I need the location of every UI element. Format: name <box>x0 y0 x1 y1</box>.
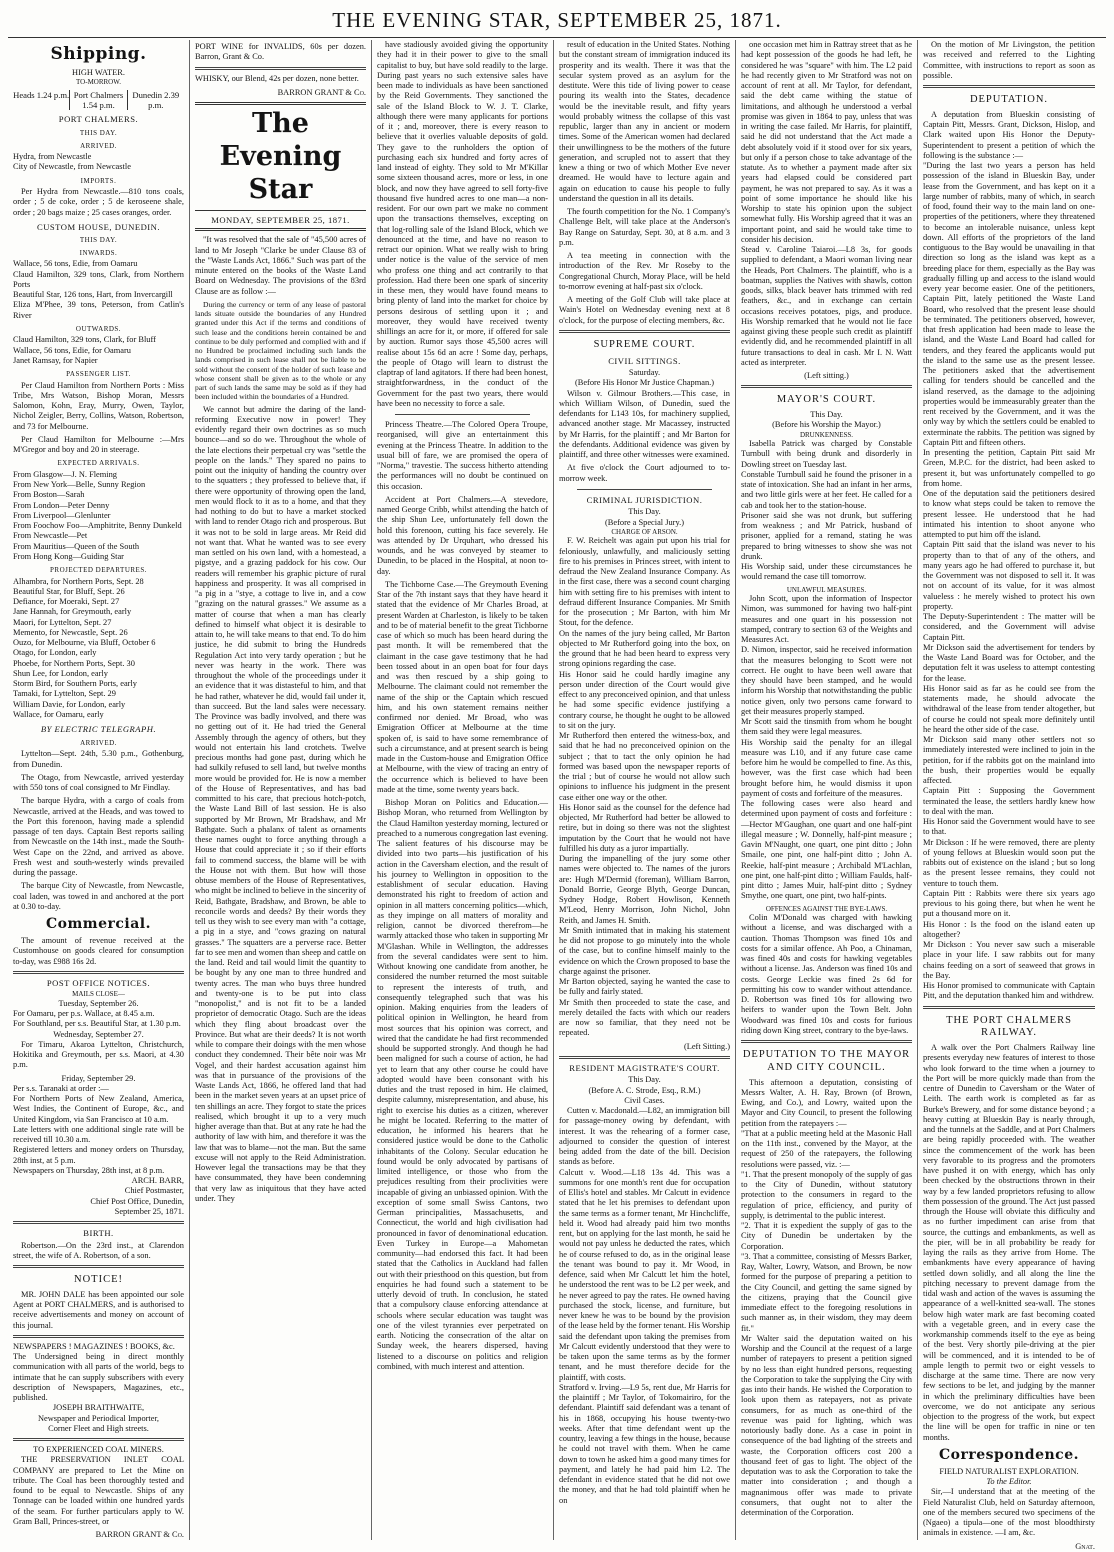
deputation-mayor-heading: DEPUTATION TO THE MAYOR AND CITY COUNCIL. <box>742 1049 911 1073</box>
this-day-label: THIS DAY. <box>79 128 118 137</box>
newspapers-ad: NEWSPAPERS ! MAGAZINES ! BOOKS, &c. The Undersigned being in direct monthly communication with all parts of the world, begs to intimate that he can supply subscribers with every description of Newspapers, Magazines, etc., published. <box>13 1341 184 1403</box>
divider <box>13 1335 184 1338</box>
left-sitting-label-2: (Left sitting.) <box>804 371 849 380</box>
tichborne-item: The Tichborne Case.—The Greymouth Evening Star of the 7th instant says that they have heard it stated that the evidence of Mr Charles Broad, at present Warden at Charleston, is likely to be taken and to be of material benefit to the great Tichborne case of which so much has been heard during the past month. It will be remembered that the claimant in the case gave testimony that he had been tossed about in an open boat for four days and was then rescued by a ship going to Melbourne. The claimant could not remember the name of the ship or the Captain which rescued him, and his own statement remains neither confirmed nor denied. Mr Broad, who was Emigration Officer at Melbourne at the time spoken of, is said to have some remembrance of such a circumstance, and at present search is being made in the Custom-house and Emigration Office at Melbourne, with the view of tracing an entry of the occurrence which is believed to have been made at the time, some twenty years back. <box>377 579 548 794</box>
braithwaite-signature: JOSEPH BRAITHWAITE, Newspaper and Periodical Importer, Corner Fleet and High streets. <box>37 1403 160 1433</box>
birth-text: Robertson.—On the 23rd inst., at Clarendon street, the wife of A. Robertson, of a son. <box>13 1240 184 1260</box>
post-text-2: For Timaru, Akaroa Lyttelton, Christchurch, Hokitika and Greymouth, per s.s. Maori, at 4.30 p.m. <box>13 1039 184 1070</box>
post-tuesday: Tuesday, September 26. <box>58 998 139 1008</box>
inwards-text: Wallace, 56 tons, Edie, from Oamaru Claud Hamilton, 329 tons, Clark, from Northern Ports Beautiful Star, 126 tons, Hart, from Invercargill Eliza M'Phee, 39 tons, Peterson, from Catlin's River <box>13 259 184 320</box>
expected-arrivals-label: EXPECTED ARRIVALS. <box>57 459 140 468</box>
bye-laws-text: Colin M'Donald was charged with hawking without a license, and was discharged with a caution. Thomas Thompson was fined 10s and costs for a similar offence. Ah Poo, a Chinaman, was fined 40s and costs for hawking vegetables without a license. Jas. Anderson was fined 10s and costs. George Leckie was fined 2s 6d for permitting his cow to wander without attendance. D. Robertson was fined 10s for allowing two heifers to wander upon the Town Belt. John Woodward was fined 10s and costs for furious riding down King street, contrary to the bye-laws. <box>741 913 912 1035</box>
field-naturalist-heading: FIELD NATURALIST EXPLORATION. <box>939 1466 1079 1476</box>
passenger-text-1: Per Claud Hamilton from Northern Ports : Miss Tribe, Mrs Watson, Bishop Moran, Messrs Salomon, Kohn, Eray, Murry, Owen, Taylor, Nichol Zeigler, Berry, Collins, Watson, Robertson, and 73 for Melbourne. <box>13 380 184 431</box>
this-day-label-5: This Day. <box>810 410 843 420</box>
post-office-heading: POST OFFICE NOTICES. <box>46 977 151 988</box>
deputation-text: A deputation from Blueskin consisting of Captain Pitt, Messrs. Grant, Dickson, Hislop, and Clark waited upon His Honor the Deputy-Superintendent to present a petition of which the following is the substance :— "During the last two years a person has held possession of the island in Blueskin Bay, under lease from the Government, and has kept on it a large number of rabbits, many of which, in search of food, found their way to the main land on one-properties of the petitioners, where they threatened to become an intolerable nuisance, unless kept down. All efforts of the proprietors of the land contiguous to the Bay would be unavailing in that direction so long as the island was kept as a breeding place for them, especially as the Bay was gradually filling up and access to the island would every year become easier. One of the petitioners, Captain Pitt, lately petitioned the Waste Land Board, who resolved that the present lease should be terminated. The petitioners observed, however, that fresh application had been made to lease the island, and the Waste Land Board had called for tenders, and they feared the applicants would put the island to the same use as the present lessee. The petitioners asked that the advertisement calling for tenders should be cancelled and the island reserved, as the damage to the adjoining properties would be immeasurably greater than the rent received by the Government, and it was the only way by which the settlers could be enabled to exterminate the rabbits. The petition was signed by Captain Pitt and fifteen others. In presenting the petition, Captain Pitt said Mr Green, M.P.C. for the district, had been asked to present it, but was unfortunately compelled to go from home. One of the deputation said the petitioners desired to know what steps could be taken to remove the present lessee. He understood that he had intimated his intention to shoot anyone who attempted to put him off the island. Captain Pitt said that the island was never to his property than to that of any of the others, and many years ago he had offered to purchase it, but the Government was not disposed to sell it. It was not on account of its value, for it was almost valueless : he merely wished to protect his own property. The Deputy-Superintendent : The matter will be considered, and the Government will advise Captain Pitt. Mr Dickson said the advertisement for tenders by the Waste Land Board was for October, and the deputation felt it was useless to attempt contesting for the lease. His Honor said as far as he could see from the statements made, he should advocate the withdrawal of the lease from tender altogether, but of course he could not speak more definitely until he heard the other side of the case. Mr Dickson said many other settlers not so immediately interested were inclined to join in the petition, for if the rabbits got on the mainland into the bush, their properties would be equally affected. Captain Pitt : Supposing the Government terminated the lease, the settlers hardly knew how to deal with the man. His Honor said the Government would have to see to that. Mr Dickson : If he were removed, there are plenty of young fellows at Blueskin would soon put the rabbits out of existence on the island ; but so long as the present lessee remains, they could not venture to touch them. Captain Pitt : Rabbits were there six years ago previous to his going there, but when he went he put a thousand more on it. His Honor : Is the food on the island eaten up altogether? Mr Dickson : You never saw such a miserable place in your life. I saw rabbits out for many chains feeding on a sort of seaweed that grows in the Bay. His Honor promised to communicate with Captain Pitt, and the deputation thanked him and withdrew. <box>923 109 1095 1001</box>
shipping-heading: Shipping. <box>50 44 147 64</box>
custom-house-heading: CUSTOM HOUSE, DUNEDIN. <box>36 221 161 232</box>
divider <box>559 1056 730 1059</box>
criminal-jurisdiction-heading: CRIMINAL JURISDICTION. <box>586 494 703 505</box>
arrived-text-2: Lyttelton—Sept. 24th, 5.30 p.m., Gothenburg, from Dunedin. <box>13 749 184 769</box>
tide-table <box>13 90 184 111</box>
outwards-label: OUTWARDS. <box>75 324 122 333</box>
divider <box>195 67 366 70</box>
tide-heads: Heads 1.24 p.m. <box>13 89 70 100</box>
column-6 <box>918 40 1100 1551</box>
col4-paragraph-2: The fourth competition for the No. 1 Company's Challenge Belt, will take place at the Anderson's Bay Range on Saturday, Sept. 30, at 8 a.m. and 3 p.m. <box>559 207 730 247</box>
divider <box>577 489 712 490</box>
arrived-text: Hydra, from Newcastle City of Newcastle, from Newcastle <box>13 152 131 172</box>
post-friday: Friday, September 29. <box>61 1073 136 1083</box>
clause-83-text: During the currency or term of any lease of pastoral lands situate outside the boundaries of any Hundred granted under this Act if the terms and conditions of such lease and the conditions herein contained be and continue to be duly performed and complied with and if no Hundred be proclaimed including such lands the lands comprised in such lease shall not be liable to be sold without the consent of the holder of such lease and whose consent shall be given as to the whole or any part of such lands the same may be sold as if they had been included within the boundaries of a Hundred. <box>195 299 366 402</box>
before-mayor: (Before his Worship the Mayor.) <box>772 420 881 430</box>
accident-item: Accident at Port Chalmers.—A stevedore, named George Cribb, whilst attending the hatch of the ship Shun Lee, unfortunately fell down the hold this forenoon, cutting his face severely. He was attended by Dr Urquhart, who dressed his wounds, and he was conveyed by steamer to Dunedin, to be placed in the Hospital, at noon to-day. <box>377 494 548 576</box>
deputation-mayor-text: This afternoon a deputation, consisting of Messrs Walter, A. H. Ray, Brown (of Brown, Ewing, and Co.), and Lowry, waited upon the Mayor and City Council, to present the following petition from the ratepayers :— "That at a public meeting held at the Masonic Hall on the 11th inst., convened by the Mayor, at the request of 250 of the ratepayers, the following resolutions were passed, viz. :— "1. That the present monopoly of the supply of gas to the City of Dunedin, without statutory protection to the consumers in regard to the regulation of price, efficiency, and purity of supply, is detrimental to the public interest. "2. That it is expedient the supply of gas to the City of Dunedin be undertaken by the Corporation. "3. That a committee, consisting of Messrs Barker, Ray, Walter, Lowry, Watson, and Brown, be now formed for the purpose of preparing a petition to the City Council, and getting the same signed by the citizens, praying that the Council give immediate effect to the foregoing resolutions in such manner as, in their wisdom, they may deem fit." Mr Walter said the deputation waited on his Worship and the Council at the request of a large number of ratepayers to present a petition signed by no less than eight hundred persons, requesting the Corporation to take the supplying the City with gas into their hands. He wished the Corporation to look upon them as ratepayers, not as private consumers, for as much as one-third of the revenue was paid for lighting, which was notoriously badly done. As a case in point in consequence of the bad lighting of the streets and waste, the Corporation officers cost 200 a thousand feet of gas to light. The object of the deputation was to ask the Corporation to take the matter into consideration ; and though a magnanimous offer was made to private consumers, that ought not to alter the determination of the Corporation. <box>741 1077 912 1518</box>
port-chalmers-heading: PORT CHALMERS. <box>58 114 139 125</box>
saturday-label: Saturday. <box>628 368 661 378</box>
commercial-heading: Commercial. <box>46 916 151 932</box>
commercial-text: The amount of revenue received at the Customhouse on goods cleared for consumption to-day, was £988 16s 2d. <box>13 936 184 966</box>
columns <box>8 40 1106 1551</box>
arrived-label-2: ARRIVED. <box>80 738 117 747</box>
paper-dateline: MONDAY, SEPTEMBER 25, 1871. <box>195 213 366 231</box>
left-sitting-label: (Left Sitting.) <box>683 1041 730 1051</box>
divider <box>923 85 1095 88</box>
telegraph-heading: BY ELECTRIC TELEGRAPH. <box>40 724 157 735</box>
divider <box>741 385 912 388</box>
this-day-label-2: THIS DAY. <box>79 236 118 245</box>
page-masthead: THE EVENING STAR, SEPTEMBER 25, 1871. <box>8 6 1106 38</box>
column-5 <box>736 40 918 1540</box>
tide-port-chalmers: Port Chalmers 1.54 p.m. <box>69 90 127 111</box>
supreme-court-heading: SUPREME COURT. <box>593 338 696 350</box>
letter-text: Sir,—I understand that at the meeting of the Field Naturalist Club, held on Saturday afternoon, one of the members secured two specimens of the (Ngaeo) a tipula—one of the most bloodthirsty animals in existence. —I am, &c. <box>923 1487 1095 1538</box>
birth-heading: BIRTH. <box>83 1228 114 1239</box>
column-2 <box>190 40 372 1540</box>
deputation-heading: DEPUTATION. <box>969 94 1049 105</box>
civil-cases-label: Civil Cases. <box>624 1095 665 1105</box>
col4-paragraph-3: A tea meeting in connection with the introduction of the Rev. Mr Roseby to the Congregational Church, Moray Place, will be held to-morrow evening at half-past six o'clock. <box>559 251 730 291</box>
whisky-signature: BARRON GRANT & Co. <box>277 87 366 97</box>
arson-case: F. W. Reichelt was again put upon his trial for feloniously, unlawfully, and maliciously setting fire to his premises in Princes street, with intent to defraud the New Zealand Insurance Company. As in the first case, there was a second count charging him with setting fire to his premises with intent to defraud different Insurance Companies. Mr Smith for the prosecution ; Mr Barton, with him Mr Stout, for the defence. On the names of the jury being called, Mr Barton objected to Mr Rutherford going into the box, on the ground that he had been heard to express very strong opinions regarding the case. His Honor said he could hardly imagine any person under direction of the Court would give effect to any preconceived opinion, and that unless he had some specific evidence justifying a contrary course, he thought he ought to be allowed to sit on the jury. Mr Rutherford then entered the witness-box, and said that he had no preconceived opinion on the subject ; that to tact the only opinion he had formed was based upon the newspaper reports of the trial ; but of course he would not allow such opinions to influence his judgment in the present case either one way or the other. His Honor said as the counsel for the defence had objected, Mr Rutherford had better be allowed to retire, but in doing so there was not the slightest imputation by the Court that he would not have fulfilled his duty as a juror impartially. During the impanelling of the jury some other names were objected to. The names of the jurors are: Hugh M'Dermid (foreman), William Barron, Donald Borrie, George Blyth, George Duncan, Sydney Hodge, Robert Howlison, Kenneth M'Leod, Henry Morrison, John Nichol, John Reith, and James H. Smith. Mr Smith intimated that in making his statement he did not propose to go minutely into the whole of the case, but to confine himself mainly to the evidence on which the Crown proposed to base the charge against the prisoner. Mr Barton objected, saying he wanted the case to be fully and fairly stated. Mr Smith then proceeded to state the case, and merely detailed the facts with which our readers are now so familiar, that they need not be repeated. <box>559 536 730 1038</box>
civil-sittings-label: CIVIL SITTINGS. <box>608 355 681 366</box>
drunkenness-text: Isabella Patrick was charged by Constable Turnbull with being drunk and disorderly in Dowling street on Tuesday last. Constable Turnbull said he found the prisoner in a state of intoxication. She had an infant in her arms, and two little girls were at her feet. He called for a cab and took her to the station-house. Prisoner said she was not drunk, but suffering from weakness ; and Mr Patrick, husband of prisoner, applied for a remand, stating he was prepared to bring witnesses to show she was not drunk. His Worship said, under these circumstances he would remand the case till tomorrow. <box>741 439 912 582</box>
post-wednesday: Wednesday, September 27. <box>53 1029 144 1039</box>
wilson-case: Wilson v. Gilmour Brothers.—This case, in which William Wilson, of Dunedin, sued the defendants for L143 10s, for machinery supplied, advanced another stage. Mr Macassey, instructed by Mr Harris, for the plaintiff ; and Mr Barton for the defendants. Additional evidence was given by plaintiff, and three other witnesses were examined. <box>559 388 730 460</box>
imports-label: IMPORTS. <box>80 176 117 185</box>
letter-signature: Gnat. <box>1075 1541 1095 1551</box>
adjourn-text: At five o'clock the Court adjourned to to-morrow week. <box>559 463 730 483</box>
passenger-list-label: PASSENGER LIST. <box>66 370 131 379</box>
whisky-ad: WHISKY, our Blend, 42s per dozen, none better. <box>195 73 359 83</box>
arrived-label: ARRIVED. <box>80 141 117 150</box>
otago-text: The Otago, from Newcastle, arrived yesterday with 550 tons of coal consigned to Mr Findlay. <box>13 772 184 792</box>
tide-dunedin: Dunedin 2.39 p.m. <box>132 89 180 110</box>
mayors-court-heading: MAYOR'S COURT. <box>776 394 877 406</box>
hydra-text: The barque Hydra, with a cargo of coals from Newcastle, arrived at the Heads, and was towed to the Port this forenoon, having made a splendid passage of ten days. Captain Best reports sailing from Newcastle on the 14th inst., made the South-West Cape on the 22nd, and arrived as above. Fresh west and south-westerly winds prevailed during the passage. <box>13 796 184 877</box>
expected-arrivals-text: From Glasgow—J. N. Fleming From New York—Belle, Sunny Region From Boston—Sarah From London—Peter Denny From Liverpool—Glenlunter From Foochow Foo—Amphitrite, Benny Dunkeld From Newcastle—Pet From Mauritius—Queen of the South From Hong Kong—Guiding Star <box>13 469 182 561</box>
post-text-1: For Oamaru, per p.s. Wallace, at 8.45 a.m. For Southland, per s.s. Beautiful Star, at 1.30 p.m. <box>13 1009 181 1029</box>
divider <box>13 971 184 974</box>
bye-laws-label: OFFENCES AGAINST THE BYE-LAWS. <box>765 904 888 913</box>
divider <box>395 414 530 415</box>
leader-paragraph-2: We cannot but admire the daring of the land-reforming Executive now in power! They evidently regard their own doctrines as so much bounce—and so do we. Throughout the whole of the late elections their perpetual cry was "settle the people on the lands." They spared no pains to point out the iniquity of handing the country over to the squatters ; they professed to believe that, if there were opportunity of throwing open the land, men would flock to it as to a home, and that they had nothing to do but to have a market stocked with land to render Otago rich and prosperous. But it was not to be sold in large areas. Mr Reid did not want that. What he wanted was to see every man settled on his own land, with a homestead, a pigstye, and a grazing paddock for his cow. Our readers will remember his graphic picture of rural happiness and prosperity. It was all comprised in "a pig in a "stye, a cottage to live in, and a cow "grazing on the natural grasses." We assume as a matter of course that when a man has clearly defined to himself what object it is desirable to attain to, he will take means to that end. To do him justice, he did submit to bring the Hundreds Regulation Act into very tardy operation ; but he never was hearty in the work. There was throughout the whole of the proceedings under it an evidence that it was distasteful to him, and that he had rather, whatever he did, would fail under it, than succeed. But the land sales were necessary. The Province was badly involved, and there was no getting out of it. He had tried the General Assembly through the agency of others, but they would not entertain his land crotchets. Twelve precious months had gone past, during which he had sulkily refused to sell land, but twelve months more would be provided for. He is now a member of the House of Representatives, and has bad committed to his care, that precious hotch-potch, the Waste Land Bill of last session. He is also supported by Mr Brown, Mr Bradshaw, and Mr Bathgate. Such a phalanx of talent as ornaments these names ought to force anything through a House that could appreciate it ; so if their efforts fail to commend success, the blame will be with the House not with them. But how will those obtuse members of the House of Representatives, who might be inclined to believe in the sincerity of Reid, Bathgate, Bradshaw, and Brown, be able to reconcile words and deeds? By their words they tell us they wish to see every man with "a cottage, a pig in a stye, and "cows grazing on natural grasses." The squatters are a perverse race. Better far to see men and women than sheep and cattle on the land. Reid and tail would limit the quantity to be bought by any one man to three hundred and twenty acres. The man who buys three hundred and twenty-one is to be put into class "monopolist," and is not fit to be a landed proprietor of democratic Otago. Such are the ideas which they fling about broadcast over the Province. But what are their deeds? It is not worth while to compare their doings with the men whose conduct they condemned. Their bête noir was Mr Vogel, and their hardest accusation against him was that in pursuance of the provisions of the Waste Lands Act, 1866, he offered land that had been in the market seven years at an upset price of ten shillings an acre. They forgot to state the prices realised, which brought it up to a very much higher average than that. But at any rate he had the authority of law with him, and therefore it was the law that was to blame—not the man. But the same excuse will not apply to the Reid Administration. However legal the transactions may be that they have consummated, they have been condemning that very law as iniquitous that they have acted under. They <box>195 404 366 1203</box>
divider <box>13 1221 184 1224</box>
imports-text: Per Hydra from Newcastle.—810 tons coals, order ; 5 de coke, order ; 5 de keroseene shale, order ; 20 bags maize ; 25 cases oranges, order. <box>13 187 184 217</box>
mails-close-label: MAILS CLOSE— <box>72 990 125 999</box>
bishop-moran-item: Bishop Moran on Politics and Education.—Bishop Moran, who returned from Wellington by the Claud Hamilton yesterday morning, lectured or preached to a numerous congregation last evening. The salient features of his discourse may be divided into two parts—his justification of his action in the Caversham election, and the result of his journey to Wellington in opposition to the establishment of secular education. Having demonstrated his right to freedom of action and opinion in all matters concerning politics—which, as they impinge on all matters of morality and religion, cannot be divorced therefrom—he warmly attacked those who taken in supporting Mr M'Glashan. While in Wellington, the addresses from the several candidates were sent to him. Without knowing one candidate from another, he considered the number returned the most suitable to represent the interests of truth, and consequently telegraphed such that was his opinion. Making enquiries from the leaders of political opinion in Wellington, he heard from most sources that his opinion was correct, and wired that the candidate he had first recommended should be supported strongly. And though he had been maligned for such a course of action, he had yet to learn that any other course he could have adopted would have been consonant with his duties and the trust reposed in him. He claimed, despite calumny, misrepresentation, and abuse, his right to exercise his duties as a citizen, wherever he might be located. Referring to the matter of education, he informed his hearers that he considered justice would be done to the Catholic inhabitants of the Colony. Secular education he found would be only advocated by partisans of limited intelligence, or those who from the prejudices resulting from their proclivities were incapable of giving an unbiassed opinion. With the exception of some small Swiss Cantons, two German principalities, Massachusetts, and Connecticut, the world and high civilisation had pronounced in favor of denominational education. Even Turkey in Europe—a Mahometan community—had endorsed this fact. It had been stated that the Catholics in Auckland had fallen out with their priesthood on this question, but from enquiries he had found such a statement to be utterly devoid of truth. In conclusion, he stated that a compulsory clause enforcing attendance at schools where secular education was taught was one of the vilest tyrannies ever perpetrated on earth. Noticing the consecration of the altar on Sunday week, the hearers dispersed, having listened to a discourse on politics and religion combined, with much interest and attention. <box>377 798 548 1371</box>
divider <box>13 1438 184 1441</box>
tomorrow-label: TO-MORROW. <box>76 77 121 86</box>
railway-heading: THE PORT CHALMERS RAILWAY. <box>946 1014 1072 1039</box>
outwards-text: Claud Hamilton, 329 tons, Clark, for Bluff Wallace, 56 tons, Edie, for Oamaru Janet Ramsay, for Napier <box>13 335 156 365</box>
to-editor-label: To the Editor. <box>986 1477 1032 1487</box>
passenger-text-2: Per Claud Hamilton for Melbourne :—Mrs M'Gregor and boy and 20 in steerage. <box>13 434 184 455</box>
column-3 <box>372 40 554 1540</box>
notice-text: MR. JOHN DALE has been appointed our sole Agent at PORT CHALMERS, and is authorised to receive advertisements and money on account of this journal. <box>13 1289 184 1330</box>
unlawful-measures-text: John Scott, upon the information of Inspector Nimon, was summoned for having two half-pint measures and one quart in his possession not stamped, contrary to section 63 of the Weights and Measures Act. D. Nimon, inspector, said he received information that the measures belonging to Scott were not correct. He ought to have been well aware that they should have been stamped, and he would inform his Worship that notwithstanding the public notice given, only two persons came forward to get their measures properly stamped. Mr Scott said the tinsmith from whom he bought them said they were legal measures. His Worship said the penalty for an illegal measure was L10, and if any future case came before him he would be compelled to fine. As this, however, was the first case which had been brought before him, he would dismiss it upon payment of costs and forfeiture of the measures. The following cases were also heard and determined upon payment of costs and forfeiture :—Hector M'Gaughan, one quart and one half-pint illegal measure ; W. Donnelly, half-pint measure ; Gavin M'Naught, one quart, one pint ditto ; John Smaile, one pint, one half-pint ditto ; John A. Reekie, half-pint measure ; Archibald M'Lachlan, one pint, one half-pint ditto ; William Faulds, half-pint ditto ; James Muir, half-pint ditto ; Sydney Smythe, one quart, one pint, two half-pints. <box>741 594 912 901</box>
post-signature: ARCH. BARR, Chief Postmaster, Chief Post Office, Dunedin, September 25, 1871. <box>90 1176 184 1216</box>
col4-paragraph-4: A meeting of the Golf Club will take place at Wain's Hotel on Wednesday evening next at 8 o'clock, for the purpose of electing members, &c. <box>559 295 730 325</box>
unlawful-measures-label: UNLAWFUL MEASURES. <box>786 585 867 594</box>
projected-departures-text: Alhambra, for Northern Ports, Sept. 28 Beautiful Star, for Bluff, Sept. 26 Defiance, for Moeraki, Sept. 27 Jane Hannah, for Greymouth, early Maori, for Lyttelton, Sept. 27 Memento, for Newcastle, Sept. 26 Ouzo, for Melbourne, via Bluff, October 6 Otago, for London, early Phoebe, for Northern Ports, Sept. 30 Shun Lee, for London, early Storm Bird, for Southern Ports, early Tamaki, for Lyttelton, Sept. 29 William Davie, for London, early Wallace, for Oamaru, early <box>13 576 156 719</box>
column-4 <box>554 40 736 1540</box>
projected-departures-label: PROJECTED DEPARTURES. <box>50 566 147 575</box>
resident-magistrate-heading: RESIDENT MAGISTRATE'S COURT. <box>569 1062 720 1073</box>
high-water-heading: HIGH WATER. <box>72 67 125 77</box>
coal-signature: BARRON GRANT & Co. <box>95 1530 184 1540</box>
leader-paragraph-3: have stadiously avoided giving the opportunity they had it in their power to give to the small capitalist to buy, but have sold readily to the large. During past years no such extensive sales have been made to individuals as have been sanctioned by the Reid Governments. They sanctioned the sale of the Island Block to W. J. T. Clarke, although there were many applicants for portions of it ; and, moreover, there is every reason to believe that it overlies valuable deposits of gold. They gave to the runholders the option of purchasing each six hundred and forty acres of land instead of eighty. They sold to Mr M'Killar some sixteen thousand acres, more or less, in one block, and now they have agreed to sell forty-five thousand five hundred acres to one man—a non-resident. For our own part we make no comment upon the transactions themselves, excepting on that log-rolling sale of the Island Block, which we denounced at the time, and have no reason to retract our opinion. What we really wish to bring under notice is the value of the service of men who profess one thing and act contrarily to that profession. Had there been one spark of sincerity in these men, they would have found means to bring plenty of land into the market for choice by persons desirous of settling upon it ; and moreover, they would have received twenty shillings an acre for it, or more, if offered for sale by auction. Rumor says those 45,500 acres will realise about 15s 6d an acre ! Some day, perhaps, the people of Otago will learn to distrust the claptrap of land agitators. If there had been honest, straightforwardness, in the conduct of the Government for the past two years, there would have been no necessity to force a sale. <box>377 40 548 408</box>
civil-cases-text: Cutten v. Macdonald.—L82, an immigration bill for passage-money owing by defendant, with interest. It was the rehearing of a former case, adjourned to consider the question of interest being added from the date of the bill. Decision stands as before. Calcutt v. Wood.—L18 13s 4d. This was a summons for one month's rent due for occupation of Ellis's hotel and stables. Mr Calcutt in evidence stated that he let his premises to defendant upon the same terms as a former tenant, Mr Hinchcliffe, held it. Wood had already paid him two months rent, but on applying for the last month, he said he would not pay unless he deducted the rates, which he of course refused to do, as in the original lease the tenant was bound to pay it. Mr Wood, in defence, said when Mr Calcutt let him the hotel, he understood the rent was to be L2 per week, and he never agreed to pay the rates. He owned having purchased the stock, license, and furniture, but never knew he was to be bound by the provision of the lease held by the former tenant. His Worship said the defendant upon taking the premises from Mr Calcutt evidently understood that they were to be taken upon the same terms as by the former tenant, and he must therefore decide for the plaintiff, with costs. Stratford v. Irving.—L9 5s, rent due, Mr Harris for the plaintiff ; Mr Taylor, of Tokomairiro, for the defendant. Plaintiff said defendant was a tenant of his in 1868, occupying his house twenty-two weeks. After that time defendant went up the country, leaving a few things in the house, because he could not travel with them. When he came down to town he asked him a good many times for payment, and lately he had paid him L2. The defendant in evidence stated that he did not owe the money, and that he had told plaintiff when he on <box>559 1106 730 1505</box>
before-chapman: (Before His Honor Mr Justice Chapman.) <box>574 378 715 388</box>
inwards-label: INWARDS. <box>79 248 118 257</box>
leader-paragraph-1: "It was resolved that the sale of "45,500 acres of land to Mr Joseph "Clarke be under Clause 83 of the "Waste Lands Act, 1866." Such was part of the minute entered on the books of the Waste Land Board on Wednesday. The provisions of the 83rd Clause are as follow :— <box>195 235 366 296</box>
post-text-3: Per s.s. Taranaki at order :— For Northern Ports of New Zealand, America, West Indies, the Continent of Europe, &c., and United Kingdom, via San Francisco at 10 a.m. Late letters with one additional single rate will be received till 10.30 a.m. Registered letters and money orders on Thursday, 28th inst, at 5 p.m. Newspapers on Thursday, 28th inst, at 8 p.m. <box>13 1083 184 1175</box>
paper-title: The Evening Star <box>195 102 366 211</box>
divider <box>559 330 730 333</box>
city-newcastle-text: The barque City of Newcastle, from Newcastle, coal laden, was towed in and anchored at the port at 0.30 to-day. <box>13 881 184 911</box>
this-day-label-4: This Day. <box>628 1075 661 1085</box>
railway-text: A walk over the Port Chalmers Railway line presents everyday new features of interest to those who look forward to the time when a journey to the Port will be more quickly made than from the centre of Dunedin to Caversham or the Water of Leith. The earth work is completed as far as Burke's Brewery, and for some distance beyond ; a heavy cutting at Blueskin Bay is nearly through, and the tunnels at the Saddle, and at Port Chalmers are being rapidly proceeded with. The weather since the commencement of the work has been very favorable to its progress and the promoters have pushed it on with energy, which has only been checked by the obstructions thrown in their way by a few landed proprietors refusing to allow them possession of the ground. The Act just passed through the House will obviate this difficulty and as no further impediment can arise from that source, the cuttings and embankments, as well as the pier, will be in all probability be ready for laying the rails as they arrive from Home. The embankments have every appearance of having settled down solidly, and all along the line the pitching necessary to prevent damage from the tidal wash and action of the waves is assuming the appearance of a well-knitted sea-wall. The stones below high water mark are fast becoming coated with a vegetable green, and in every case the workmanship commends itself to the eye as being of the best. Very shortly pile-driving at the pier will be commenced, and it is intended to be of ample length to permit two or eight vessels to discharge at the same time. There are now very few sections to be let, and judging by the manner in which the preliminary difficulties have been overcome, we do not anticipate any serious objection to the progress of the work, but expect the line will be open for traffic in nine or ten months. <box>923 1043 1095 1442</box>
port-wine-ad: PORT WINE for INVALIDS, 60s per dozen. Barron, Grant & Co. <box>195 42 366 62</box>
col6-paragraph-1: On the motion of Mr Livingston, the petition was received and referred to the Lighting Committee, with instructions to report as soon as possible. <box>923 40 1095 80</box>
drunkenness-label: DRUNKENNESS. <box>799 430 854 439</box>
notice-heading: NOTICE! <box>74 1274 123 1286</box>
this-day-label-3: This Day. <box>628 507 661 517</box>
divider <box>741 1040 912 1043</box>
princess-theatre-item: Princess Theatre.—The Colored Opera Troupe, reorganised, will give an entertainment this evening at the Princess Theatre. In addition to the usual bill of fare, we are promised the opera of "Norma," travestie. The success hitherto attending the performances will no doubt be continued on this occasion. <box>377 420 548 491</box>
column-1 <box>8 40 190 1540</box>
before-special-jury: (Before a Special Jury.) <box>605 517 684 527</box>
before-strode: (Before A. C. Strode, Esq., R.M.) <box>588 1085 701 1095</box>
correspondence-heading: Correspondence. <box>938 1446 1079 1463</box>
col4-paragraph-1: result of education in the United States. Nothing but the constant stream of immigration induced its prosperity and its wealth. There it was that the secular system proved as an asylum for the destitute. Were this tide of living power to cease pouring its wealth into the States, decadence would be the inevitable result, and fifty years would probably witness the collapse of this vast republic, larger than any in ancient or modern times. Some of the American women had declared their unwillingness to be the mothers of the future generation, and scrupled not to assert that they knew a thing or two of which Mother Eve never dreamed. He would have to lecture again and again on education to cause his people to fully understand the question in all its details. <box>559 40 730 203</box>
divider <box>13 1265 184 1268</box>
arson-label: CHARGE OF ARSON. <box>611 527 678 536</box>
coal-miners-heading: TO EXPERIENCED COAL MINERS. <box>33 1445 164 1455</box>
divider <box>923 1006 1095 1009</box>
coal-miners-text: THE PRESERVATION INLET COAL COMPANY are prepared to Let the Mine on tribute. The Coal has been thoroughly tested and found to be equal to Newcastle. Ships of any Tonnage can be loaded within one hundred yards of the seam. For further particulars apply to W. Gram Ball, Princes-street, or <box>13 1455 184 1526</box>
col5-paragraph-1: one occasion met him in Rattray street that as he had kept possession of the goods he had left, he considered he was "square" with him. The L2 paid he had recently given to Mr Stratford was not on account of rent at all. Mr Taylor, for defendant, said the debt came withing the statue of limitations, and although he understood a verbal promise was given in 1864 to pay, unless that was in writing the case failed. Mr Harris, for plaintiff, said he did not understand that the Act made a debt absolutely void if it stood over for six years, but only if a person chose to take advantage of the statute. As to whether a payment made after six years had elapsed could be considered part payment, he was not prepared to say. As it was a point of some importance he should like his Worship to state his opinion upon the subject somewhat fully. His Worship agreed that it was an important point, and said he would take time to consider his decision. Stead v. Caroline Taiaroi.—L8 3s, for goods supplied to defendant, a Maori woman living near the Heads, Port Chalmers. The plaintiff, who is a boatman, supplies the Natives with shawls, cotton goods, silks, black beaver hats trimmed with red feathers, &c., and in exchange can certain occasions receives potatoes, pigs, and produce. His Worship remarked that he would not lie face against giving these people such credit as plaintiff evidently did, and he recommended plaintiff in all future transactions to deal in cash. Mr I. N. Watt acted as interpreter. <box>741 40 912 367</box>
